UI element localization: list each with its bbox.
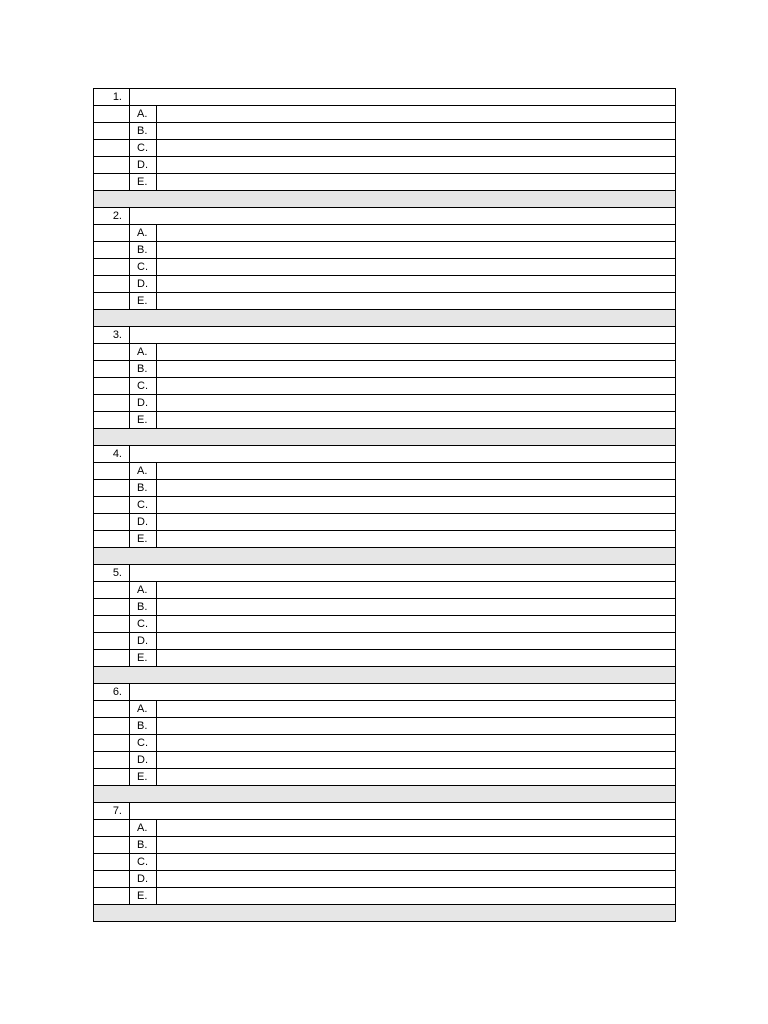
option-indent-cell (94, 650, 130, 667)
option-letter: A. (130, 820, 157, 837)
option-text-cell[interactable] (157, 854, 676, 871)
option-indent-cell (94, 497, 130, 514)
question-text-cell[interactable] (130, 327, 676, 344)
option-text-cell[interactable] (157, 344, 676, 361)
question-separator-row (94, 310, 676, 327)
option-indent-cell (94, 616, 130, 633)
question-row-6 (94, 684, 676, 701)
option-indent-cell (94, 225, 130, 242)
option-text-cell[interactable] (157, 718, 676, 735)
option-letter: D. (130, 157, 157, 174)
question-row-7 (94, 803, 676, 820)
option-indent-cell (94, 276, 130, 293)
option-indent-cell (94, 718, 130, 735)
option-letter: D. (130, 514, 157, 531)
option-letter: C. (130, 140, 157, 157)
option-letter: B. (130, 242, 157, 259)
question-row-2 (94, 208, 676, 225)
option-indent-cell (94, 888, 130, 905)
separator-cell (94, 548, 676, 565)
option-indent-cell (94, 344, 130, 361)
option-indent-cell (94, 174, 130, 191)
question-row-3 (94, 327, 676, 344)
option-row (94, 650, 676, 667)
option-indent-cell (94, 769, 130, 786)
option-letter: B. (130, 718, 157, 735)
option-letter: C. (130, 497, 157, 514)
question-table-body (94, 89, 676, 922)
option-text-cell[interactable] (157, 497, 676, 514)
question-text-cell[interactable] (130, 684, 676, 701)
option-letter: D. (130, 871, 157, 888)
option-text-cell[interactable] (157, 412, 676, 429)
option-row (94, 497, 676, 514)
option-text-cell[interactable] (157, 616, 676, 633)
question-row-1 (94, 89, 676, 106)
option-indent-cell (94, 293, 130, 310)
option-text-cell[interactable] (157, 531, 676, 548)
option-row (94, 140, 676, 157)
option-text-cell[interactable] (157, 701, 676, 718)
option-indent-cell (94, 837, 130, 854)
option-row (94, 106, 676, 123)
option-row (94, 412, 676, 429)
option-indent-cell (94, 395, 130, 412)
option-row (94, 463, 676, 480)
option-letter: C. (130, 259, 157, 276)
question-separator-row (94, 191, 676, 208)
option-letter: C. (130, 378, 157, 395)
option-row (94, 871, 676, 888)
option-indent-cell (94, 854, 130, 871)
option-letter: B. (130, 599, 157, 616)
option-indent-cell (94, 480, 130, 497)
option-letter: E. (130, 174, 157, 191)
option-row (94, 888, 676, 905)
question-number: 2. (94, 208, 130, 225)
option-text-cell[interactable] (157, 361, 676, 378)
option-row (94, 599, 676, 616)
option-indent-cell (94, 412, 130, 429)
option-letter: E. (130, 293, 157, 310)
option-indent-cell (94, 531, 130, 548)
option-row (94, 259, 676, 276)
question-text-cell[interactable] (130, 565, 676, 582)
question-table (93, 88, 676, 922)
option-row (94, 123, 676, 140)
option-text-cell[interactable] (157, 514, 676, 531)
option-text-cell[interactable] (157, 140, 676, 157)
option-row (94, 752, 676, 769)
option-text-cell[interactable] (157, 157, 676, 174)
question-number: 4. (94, 446, 130, 463)
option-letter: A. (130, 582, 157, 599)
separator-cell (94, 667, 676, 684)
option-row (94, 769, 676, 786)
option-text-cell[interactable] (157, 599, 676, 616)
option-letter: A. (130, 344, 157, 361)
question-text-cell[interactable] (130, 208, 676, 225)
option-letter: A. (130, 463, 157, 480)
option-letter: E. (130, 650, 157, 667)
option-letter: B. (130, 837, 157, 854)
option-text-cell[interactable] (157, 820, 676, 837)
question-row-4 (94, 446, 676, 463)
option-row (94, 276, 676, 293)
option-indent-cell (94, 106, 130, 123)
option-indent-cell (94, 871, 130, 888)
question-separator-row (94, 429, 676, 446)
separator-cell (94, 786, 676, 803)
option-indent-cell (94, 735, 130, 752)
option-letter: A. (130, 225, 157, 242)
question-text-cell[interactable] (130, 89, 676, 106)
option-row (94, 480, 676, 497)
separator-cell (94, 905, 676, 922)
option-indent-cell (94, 378, 130, 395)
option-row (94, 531, 676, 548)
question-number: 5. (94, 565, 130, 582)
option-text-cell[interactable] (157, 582, 676, 599)
option-indent-cell (94, 361, 130, 378)
option-text-cell[interactable] (157, 650, 676, 667)
option-row (94, 633, 676, 650)
option-row (94, 735, 676, 752)
option-letter: B. (130, 480, 157, 497)
option-row (94, 395, 676, 412)
question-row-5 (94, 565, 676, 582)
option-indent-cell (94, 123, 130, 140)
option-letter: E. (130, 888, 157, 905)
option-text-cell[interactable] (157, 276, 676, 293)
option-text-cell[interactable] (157, 463, 676, 480)
option-row (94, 837, 676, 854)
option-text-cell[interactable] (157, 633, 676, 650)
question-number: 6. (94, 684, 130, 701)
option-letter: C. (130, 616, 157, 633)
option-indent-cell (94, 820, 130, 837)
option-indent-cell (94, 633, 130, 650)
option-text-cell[interactable] (157, 871, 676, 888)
option-letter: C. (130, 854, 157, 871)
option-row (94, 157, 676, 174)
option-row (94, 616, 676, 633)
question-separator-row (94, 548, 676, 565)
question-separator-row (94, 667, 676, 684)
option-text-cell[interactable] (157, 735, 676, 752)
option-letter: B. (130, 361, 157, 378)
option-letter: B. (130, 123, 157, 140)
option-text-cell[interactable] (157, 480, 676, 497)
option-row (94, 854, 676, 871)
option-letter: E. (130, 769, 157, 786)
option-indent-cell (94, 463, 130, 480)
option-text-cell[interactable] (157, 174, 676, 191)
option-row (94, 242, 676, 259)
question-separator-row (94, 786, 676, 803)
option-text-cell[interactable] (157, 752, 676, 769)
question-number: 7. (94, 803, 130, 820)
option-row (94, 820, 676, 837)
option-letter: D. (130, 276, 157, 293)
option-text-cell[interactable] (157, 837, 676, 854)
option-indent-cell (94, 259, 130, 276)
option-row (94, 514, 676, 531)
option-text-cell[interactable] (157, 225, 676, 242)
option-row (94, 293, 676, 310)
option-text-cell[interactable] (157, 769, 676, 786)
separator-cell (94, 191, 676, 208)
question-number: 1. (94, 89, 130, 106)
option-indent-cell (94, 701, 130, 718)
option-text-cell[interactable] (157, 123, 676, 140)
option-text-cell[interactable] (157, 259, 676, 276)
question-separator-row (94, 905, 676, 922)
separator-cell (94, 310, 676, 327)
option-indent-cell (94, 599, 130, 616)
option-text-cell[interactable] (157, 106, 676, 123)
option-text-cell[interactable] (157, 395, 676, 412)
option-letter: E. (130, 531, 157, 548)
option-letter: A. (130, 106, 157, 123)
option-indent-cell (94, 157, 130, 174)
option-indent-cell (94, 582, 130, 599)
option-row (94, 344, 676, 361)
option-text-cell[interactable] (157, 293, 676, 310)
option-text-cell[interactable] (157, 378, 676, 395)
option-letter: A. (130, 701, 157, 718)
option-letter: C. (130, 735, 157, 752)
option-row (94, 174, 676, 191)
option-row (94, 361, 676, 378)
option-letter: D. (130, 395, 157, 412)
option-row (94, 718, 676, 735)
option-text-cell[interactable] (157, 242, 676, 259)
option-row (94, 582, 676, 599)
option-letter: D. (130, 633, 157, 650)
option-indent-cell (94, 752, 130, 769)
separator-cell (94, 429, 676, 446)
option-indent-cell (94, 514, 130, 531)
option-row (94, 701, 676, 718)
question-number: 3. (94, 327, 130, 344)
option-letter: D. (130, 752, 157, 769)
question-text-cell[interactable] (130, 803, 676, 820)
option-row (94, 225, 676, 242)
option-text-cell[interactable] (157, 888, 676, 905)
question-text-cell[interactable] (130, 446, 676, 463)
option-indent-cell (94, 140, 130, 157)
option-row (94, 378, 676, 395)
option-letter: E. (130, 412, 157, 429)
option-indent-cell (94, 242, 130, 259)
